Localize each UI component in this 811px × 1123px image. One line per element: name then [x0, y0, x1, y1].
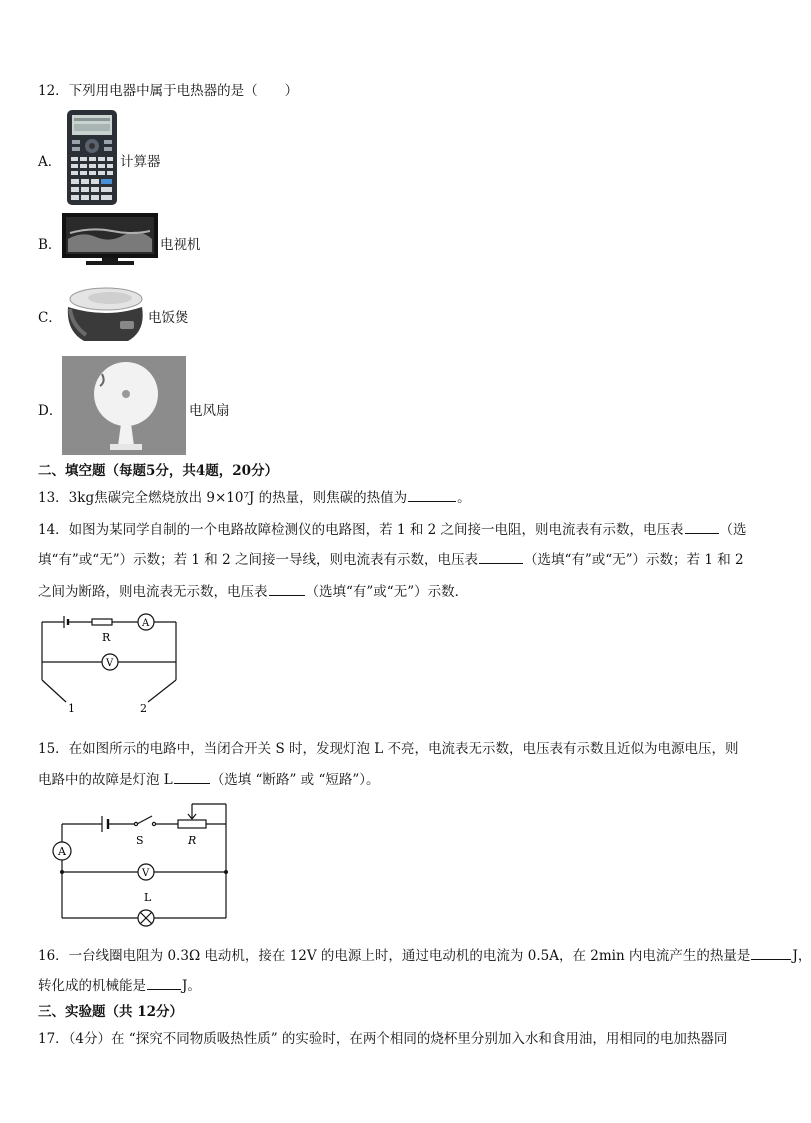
q12-option-a-letter: A． — [38, 154, 62, 170]
electric-fan-image — [62, 356, 186, 455]
q12-option-b-letter: B． — [38, 237, 62, 253]
q14-blank-3 — [269, 582, 305, 596]
q14-ammeter-label: A — [142, 618, 150, 629]
q14-blank-1 — [685, 520, 719, 534]
q13-answer-blank — [408, 488, 456, 502]
q12-option-d-label: 电风扇 — [189, 403, 230, 419]
q14-circuit-diagram — [36, 610, 186, 715]
q14-blank-2 — [479, 550, 523, 564]
rice-cooker-image — [62, 285, 148, 345]
q17-text: 17．（4分）在 “探究不同物质吸热性质” 的实验时，在两个相同的烧杯里分别加入水和食用油，用相同的电加热器同 — [38, 1031, 728, 1047]
q12-option-d-letter: D． — [38, 403, 63, 419]
q15-switch-label: S — [136, 834, 144, 847]
q12-option-c-letter: C． — [38, 310, 62, 326]
q12-option-a-label: 计算器 — [120, 154, 161, 170]
section-3-heading: 三、实验题（共 12分） — [38, 1004, 183, 1020]
q16-blank-1 — [751, 946, 791, 960]
television-image — [62, 213, 158, 266]
q15-line-2: 电路中的故障是灯泡 L （选填 “断路” 或 “短路”）。 — [38, 772, 380, 788]
q14-terminal-1-label: 1 — [68, 702, 75, 715]
q12-stem: 12．下列用电器中属于电热器的是（ ） — [38, 83, 299, 99]
q14-resistor-label: R — [102, 631, 111, 644]
q16-line-2: 转化成的机械能是 J。 — [38, 978, 201, 994]
q14-line-3: 之间为断路，则电流表无示数，电压表 （选填“有”或“无”）示数． — [38, 584, 469, 600]
calculator-image — [66, 109, 118, 206]
q15-circuit-diagram — [46, 800, 236, 925]
section-2-heading: 二、填空题（每题5分，共4题，20分） — [38, 463, 279, 479]
q15-blank — [174, 770, 210, 784]
q14-voltmeter-label: V — [106, 658, 114, 669]
q15-voltmeter-label: V — [142, 868, 150, 879]
q13-text: 13．3kg焦碳完全燃烧放出 9×10⁷J 的热量，则焦碳的热值为 。 — [38, 490, 471, 506]
q14-terminal-2-label: 2 — [140, 702, 147, 715]
q15-ammeter-label: A — [58, 845, 66, 858]
q12-option-c-label: 电饭煲 — [148, 310, 189, 326]
q12-option-b-label: 电视机 — [160, 237, 201, 253]
q15-lamp-label: L — [144, 891, 152, 904]
q16-blank-2 — [147, 976, 181, 990]
q14-line-2: 填“有”或“无”）示数；若 1 和 2 之间接一导线，则电流表有示数，电压表 （选填“有”或“无”）示数；若 1 和 2 — [38, 552, 744, 568]
q16-line-1: 16．一台线圈电阻为 0.3Ω 电动机，接在 12V 的电源上时，通过电动机的电流为 0.5A，在 2min 内电流产生的热量是 J， — [38, 948, 811, 964]
q14-line-1: 14．如图为某同学自制的一个电路故障检测仪的电路图，若 1 和 2 之间接一电阻，则电流表有示数，电压表 （选 — [38, 522, 747, 538]
q15-line-1: 15．在如图所示的电路中，当闭合开关 S 时，发现灯泡 L 不亮，电流表无示数，电压表有示数且近似为电源电压，则 — [38, 741, 739, 757]
q15-rheostat-label: R — [188, 834, 197, 847]
